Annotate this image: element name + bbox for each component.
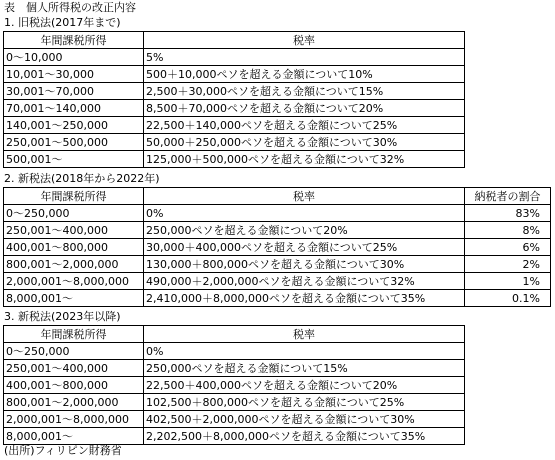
- taxpayer-share-cell: 2%: [465, 256, 551, 273]
- section-1-heading: 1. 旧税法(2017年まで): [4, 16, 121, 29]
- taxpayer-share-cell: 83%: [465, 205, 551, 222]
- table-row: [4, 411, 465, 428]
- table-row: [4, 117, 465, 134]
- taxpayer-share-cell: 8%: [465, 222, 551, 239]
- income-bracket-cell: 140,001～250,000: [4, 117, 144, 134]
- income-bracket-cell: 250,001～400,000: [4, 360, 144, 377]
- income-bracket-cell: 8,000,001～: [4, 290, 144, 307]
- tax-rate-cell: 2,410,000＋8,000,000ペソを超える金額について35%: [144, 290, 465, 307]
- tax-rate-cell: 102,500＋800,000ペソを超える金額について25%: [144, 394, 465, 411]
- tax-rate-cell: 125,000＋500,000ペソを超える金額について32%: [144, 151, 465, 168]
- column-header: 税率: [144, 326, 465, 343]
- tax-rate-cell: 5%: [144, 49, 465, 66]
- column-header: 税率: [144, 188, 465, 205]
- table-row: [4, 377, 465, 394]
- taxpayer-share-cell: 0.1%: [465, 290, 551, 307]
- table-row: [4, 290, 551, 307]
- tax-rate-cell: 130,000＋800,000ペソを超える金額について30%: [144, 256, 465, 273]
- income-bracket-cell: 0～250,000: [4, 205, 144, 222]
- table-row: [4, 394, 465, 411]
- table-header-row: [4, 188, 551, 205]
- column-header: 税率: [144, 32, 465, 49]
- tax-rate-cell: 250,000ペソを超える金額について20%: [144, 222, 465, 239]
- column-header: 年間課税所得: [4, 188, 144, 205]
- income-bracket-cell: 400,001～800,000: [4, 239, 144, 256]
- tax-rate-cell: 500＋10,000ペソを超える金額について10%: [144, 66, 465, 83]
- source-note: (出所)フィリピン財務省: [4, 444, 122, 457]
- income-bracket-cell: 30,001～70,000: [4, 83, 144, 100]
- table-header-row: [4, 32, 465, 49]
- income-bracket-cell: 400,001～800,000: [4, 377, 144, 394]
- tax-rate-cell: 22,500＋140,000ペソを超える金額について25%: [144, 117, 465, 134]
- table-row: [4, 49, 465, 66]
- table-row: [4, 239, 551, 256]
- income-bracket-cell: 800,001～2,000,000: [4, 256, 144, 273]
- table-row: [4, 151, 465, 168]
- column-header: 年間課税所得: [4, 326, 144, 343]
- table-row: [4, 360, 465, 377]
- section-3-heading: 3. 新税法(2023年以降): [4, 310, 121, 323]
- section-2-heading: 2. 新税法(2018年から2022年): [4, 172, 160, 185]
- tax-rate-cell: 402,500＋2,000,000ペソを超える金額について30%: [144, 411, 465, 428]
- income-bracket-cell: 8,000,001～: [4, 428, 144, 445]
- tax-rate-cell: 8,500＋70,000ペソを超える金額について20%: [144, 100, 465, 117]
- table-row: [4, 100, 465, 117]
- old-tax-table: [3, 31, 465, 168]
- table-row: [4, 83, 465, 100]
- table-row: [4, 256, 551, 273]
- tax-rate-cell: 2,202,500＋8,000,000ペソを超える金額について35%: [144, 428, 465, 445]
- tax-rate-cell: 0%: [144, 343, 465, 360]
- table-row: [4, 205, 551, 222]
- column-header: 年間課税所得: [4, 32, 144, 49]
- tax-rate-cell: 490,000＋2,000,000ペソを超える金額について32%: [144, 273, 465, 290]
- income-bracket-cell: 2,000,001～8,000,000: [4, 411, 144, 428]
- new-tax-2023-table: [3, 325, 465, 445]
- column-header: 納税者の割合: [465, 188, 551, 205]
- tax-rate-cell: 22,500＋400,000ペソを超える金額について20%: [144, 377, 465, 394]
- table-row: [4, 343, 465, 360]
- income-bracket-cell: 0～10,000: [4, 49, 144, 66]
- income-bracket-cell: 2,000,001～8,000,000: [4, 273, 144, 290]
- income-bracket-cell: 500,001～: [4, 151, 144, 168]
- tax-rate-cell: 0%: [144, 205, 465, 222]
- tax-rate-cell: 50,000＋250,000ペソを超える金額について30%: [144, 134, 465, 151]
- table-row: [4, 428, 465, 445]
- table-row: [4, 134, 465, 151]
- taxpayer-share-cell: 6%: [465, 239, 551, 256]
- income-bracket-cell: 0～250,000: [4, 343, 144, 360]
- table-header-row: [4, 326, 465, 343]
- income-bracket-cell: 10,001～30,000: [4, 66, 144, 83]
- table-row: [4, 222, 551, 239]
- tax-rate-cell: 30,000＋400,000ペソを超える金額について25%: [144, 239, 465, 256]
- table-row: [4, 273, 551, 290]
- table-row: [4, 66, 465, 83]
- tax-rate-cell: 250,000ペソを超える金額について15%: [144, 360, 465, 377]
- income-bracket-cell: 800,001～2,000,000: [4, 394, 144, 411]
- income-bracket-cell: 250,001～400,000: [4, 222, 144, 239]
- income-bracket-cell: 70,001～140,000: [4, 100, 144, 117]
- taxpayer-share-cell: 1%: [465, 273, 551, 290]
- tax-rate-cell: 2,500＋30,000ペソを超える金額について15%: [144, 83, 465, 100]
- new-tax-2018-table: [3, 187, 551, 307]
- income-bracket-cell: 250,001～500,000: [4, 134, 144, 151]
- page-title: 表 個人所得税の改正内容: [4, 1, 136, 14]
